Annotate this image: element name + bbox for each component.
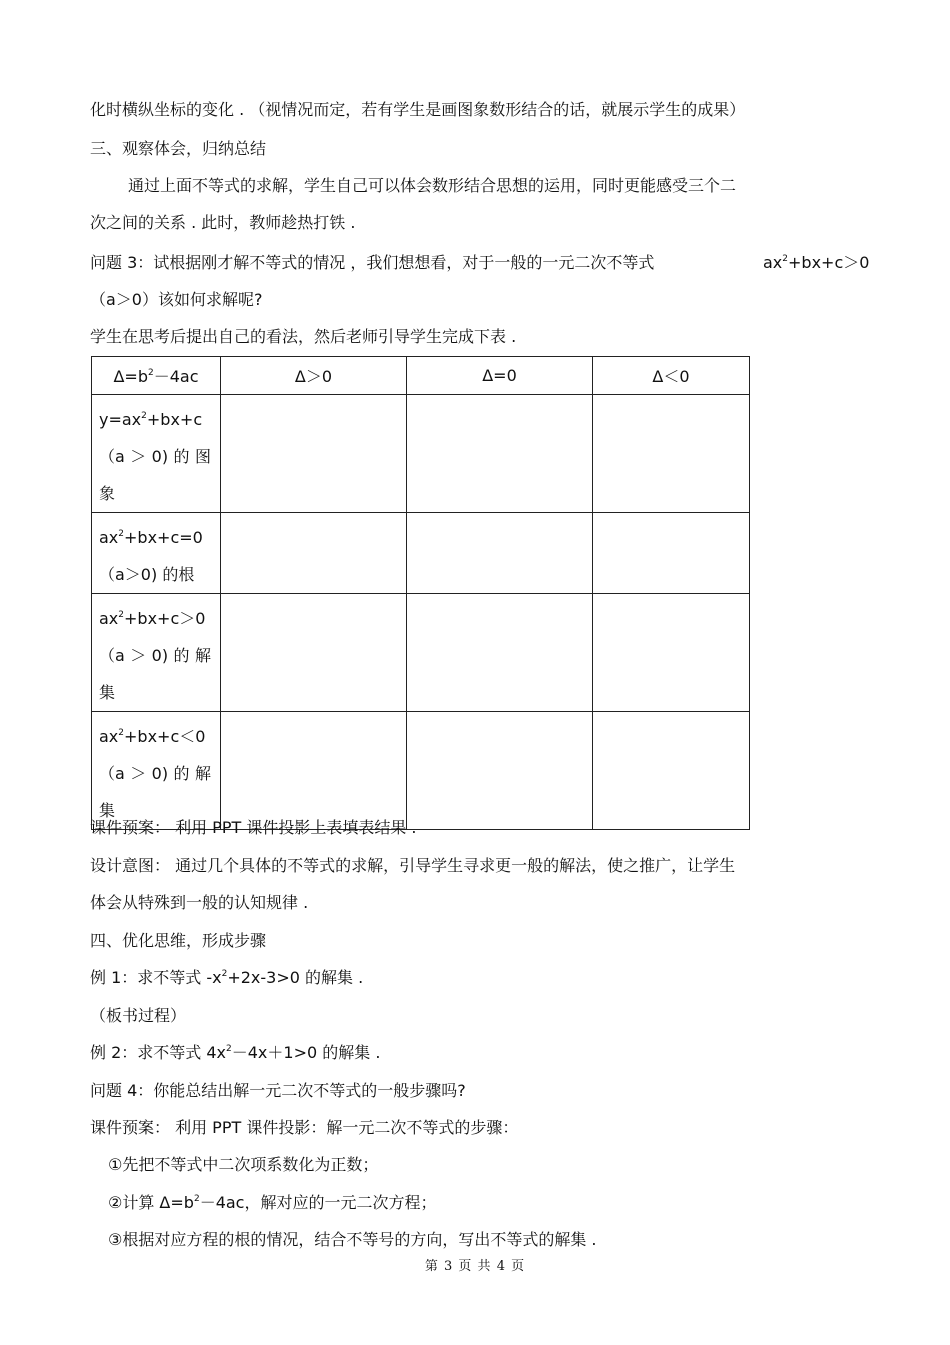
step-1: ①先把不等式中二次项系数化为正数； (108, 1155, 379, 1174)
row-label-roots: $ax^2+bx+c=0$ （a＞0) 的根 (92, 513, 221, 594)
question-3 (90, 253, 654, 273)
header-delta-zero: Δ=0 (407, 357, 593, 395)
question-4: 问题 4：你能总结出解一元二次不等式的一般步骤吗? (90, 1081, 466, 1100)
table-cell (593, 594, 750, 712)
row-label-graph: $y=ax^2+bx+c$ （a ＞ 0) 的 图 象 (92, 395, 221, 513)
table-row (92, 395, 750, 513)
page-footer: 第 3 页 共 4 页 (424, 1259, 526, 1274)
courseware-plan-2: 课件预案： 利用 PPT 课件投影：解一元二次不等式的步骤： (90, 1118, 519, 1137)
table-header-row (92, 357, 750, 395)
row-label-gt-solution: $ax^2+bx+c>0$ （a ＞ 0) 的 解 集 (92, 594, 221, 712)
example-1: 例 1：求不等式 $-x^2+2x-3>0$ 的解集 . (90, 968, 364, 987)
table-cell (221, 594, 407, 712)
table-row (92, 594, 750, 712)
design-intent-line: 设计意图： 通过几个具体的不等式的求解，引导学生寻求更一般的解法，使之推广，让学生 (90, 856, 736, 875)
table-cell (407, 712, 593, 830)
table-row (92, 712, 750, 830)
table-row (92, 513, 750, 594)
section-heading-3: 三、观察体会，归纳总结 (90, 139, 267, 158)
discriminant-table (91, 356, 750, 830)
courseware-plan-1: 课件预案： 利用 PPT 课件投影上表填表结果 . (90, 818, 417, 837)
question-3-text: 问题 3：试根据刚才解不等式的情况 ，我们想想看，对于一般的一元二次不等式 (90, 253, 655, 272)
table-cell (593, 395, 750, 513)
table-cell (407, 513, 593, 594)
table-cell (221, 712, 407, 830)
table-cell (593, 513, 750, 594)
step-2: ②计算 $\Delta=b^2-4ac$，解对应的一元二次方程； (108, 1193, 437, 1212)
row-label-lt-solution: $ax^2+bx+c<0$ （a ＞ 0) 的 解 集 (92, 712, 221, 830)
header-delta-negative: Δ＜0 (593, 357, 750, 395)
table-cell (221, 513, 407, 594)
step-3: ③根据对应方程的根的情况，结合不等号的方向，写出不等式的解集 . (108, 1230, 597, 1249)
table-lead-in: 学生在思考后提出自己的看法，然后老师引导学生完成下表 . (90, 327, 517, 346)
section-heading-4: 四、优化思维，形成步骤 (90, 931, 267, 950)
question-3-formula: $ax^2+bx+c>0$ (763, 253, 870, 272)
paragraph-line: 次之间的关系 . 此时，教师趁热打铁 . (90, 213, 356, 232)
question-3-condition: （a＞0）该如何求解呢? (90, 290, 263, 309)
header-discriminant: $\Delta=b^2-4ac$ (92, 357, 221, 395)
table-cell (407, 594, 593, 712)
paragraph-continuation: 化时横纵坐标的变化 . （视情况而定，若有学生是画图象数形结合的话，就展示学生的成果） (90, 100, 746, 119)
table-cell (593, 712, 750, 830)
table-cell (407, 395, 593, 513)
paragraph-line: 通过上面不等式的求解，学生自己可以体会数形结合思想的运用，同时更能感受三个二 (128, 176, 737, 195)
header-delta-positive: Δ＞0 (221, 357, 407, 395)
board-note: （板书过程） (90, 1006, 187, 1025)
design-intent-line: 体会从特殊到一般的认知规律 . (90, 893, 309, 912)
example-2: 例 2：求不等式 $4x^2-4x+1>0$ 的解集 . (90, 1043, 381, 1062)
table-cell (221, 395, 407, 513)
